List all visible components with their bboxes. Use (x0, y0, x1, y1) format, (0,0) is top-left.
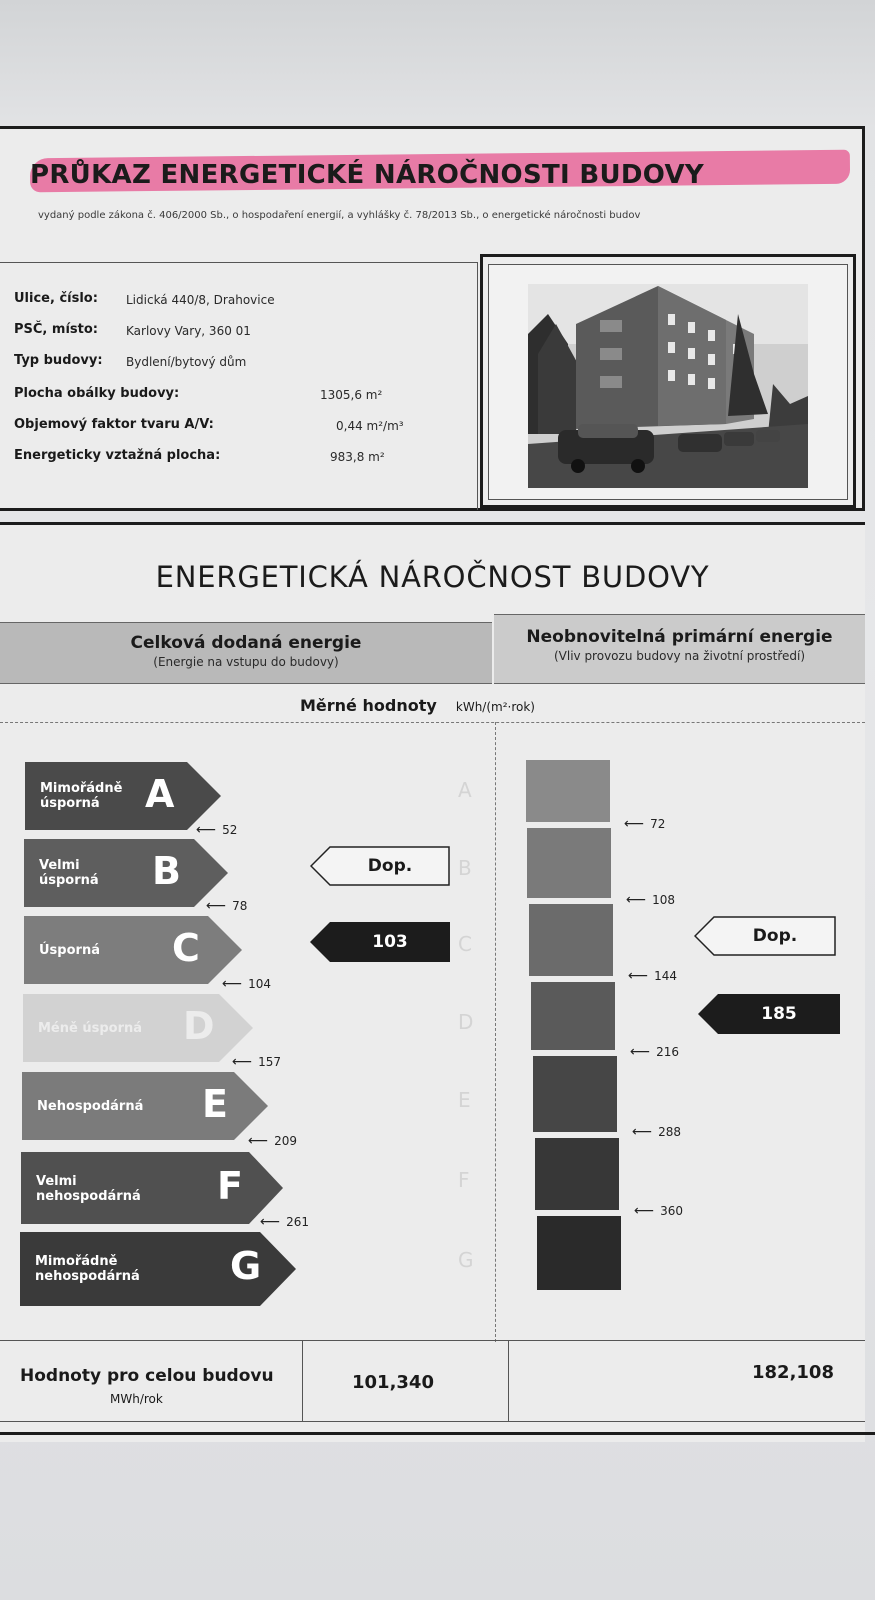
document-title: PRŮKAZ ENERGETICKÉ NÁROČNOSTI BUDOVY (30, 160, 705, 190)
zip-value: Karlovy Vary, 360 01 (126, 324, 251, 338)
ghost-letter-d: D (458, 1010, 474, 1034)
class-g-letter: G (230, 1244, 262, 1288)
class-g-arrow (20, 1232, 296, 1300)
class-f-name: Velmi nehospodárná (36, 1174, 141, 1204)
delivered-reference-label: Dop. (367, 856, 413, 876)
energy-section-title: ENERGETICKÁ NÁROČNOST BUDOVY (155, 560, 710, 594)
ghost-letter-a: A (458, 778, 472, 802)
document-subtitle: vydaný podle zákona č. 406/2000 Sb., o hospodaření energií, a vyhlášky č. 78/2013 Sb., o energetické náročnosti budov (38, 210, 641, 221)
class-a-name: Mimořádně úsporná (40, 781, 123, 811)
class-a-letter: A (145, 772, 175, 816)
zip-label: PSČ, místo: (14, 322, 98, 337)
left-arrow-icon: ⟵ (634, 1203, 655, 1219)
shape-factor-value: 0,44 m²/m³ (336, 419, 404, 433)
class-f-letter: F (217, 1164, 243, 1208)
primary-threshold-cd: ⟵ 144 (628, 968, 677, 984)
class-d-arrow (23, 994, 253, 1062)
left-arrow-icon: ⟵ (632, 1124, 653, 1140)
primary-bar-f (535, 1138, 619, 1210)
left-arrow-icon: ⟵ (232, 1054, 253, 1070)
left-arrow-icon: ⟵ (196, 822, 217, 838)
primary-bar-g (537, 1216, 621, 1290)
shape-factor-label: Objemový faktor tvaru A/V: (14, 417, 214, 432)
primary-value: 185 (761, 1004, 797, 1024)
street-value: Lidická 440/8, Drahovice (126, 293, 275, 307)
class-c-name: Úsporná (39, 943, 100, 958)
delivered-energy-heading: Celková dodaná energie (130, 633, 362, 653)
building-info (0, 262, 478, 510)
delivered-value: 103 (372, 932, 408, 952)
class-b-letter: B (152, 849, 181, 893)
delivered-threshold-ab: ⟵ 52 (196, 822, 238, 838)
building-type-label: Typ budovy: (14, 353, 103, 368)
left-arrow-icon: ⟵ (624, 816, 645, 832)
street-label: Ulice, číslo: (14, 291, 98, 306)
ghost-letter-c: C (458, 932, 472, 956)
totals-separator (508, 1340, 509, 1422)
primary-bar-e (533, 1056, 617, 1132)
delivered-energy-header (0, 622, 492, 684)
class-c-letter: C (172, 926, 200, 970)
delivered-threshold-bc: ⟵ 78 (206, 898, 248, 914)
class-b-arrow (24, 839, 228, 907)
class-d-letter: D (183, 1004, 215, 1048)
delivered-threshold-fg: ⟵ 261 (260, 1214, 309, 1230)
dashed-divider-vertical (495, 722, 496, 1342)
primary-reference-marker (694, 916, 836, 956)
primary-threshold-fg: ⟵ 360 (634, 1203, 683, 1219)
left-arrow-icon: ⟵ (626, 892, 647, 908)
unit-label: Měrné hodnoty (300, 696, 437, 715)
primary-bar-d (531, 982, 615, 1050)
reference-area-label: Energeticky vztažná plocha: (14, 448, 221, 463)
primary-bar-b (527, 828, 611, 898)
class-a-arrow (25, 762, 221, 830)
primary-bar-c (529, 904, 613, 976)
unit-row (300, 696, 720, 715)
envelope-area-label: Plocha obálky budovy: (14, 386, 180, 401)
class-e-name: Nehospodárná (37, 1099, 144, 1114)
class-e-letter: E (202, 1082, 228, 1126)
primary-energy-heading: Neobnovitelná primární energie (526, 627, 833, 647)
primary-threshold-ef: ⟵ 288 (632, 1124, 681, 1140)
envelope-area-value: 1305,6 m² (320, 388, 383, 402)
delivered-threshold-ef: ⟵ 209 (248, 1133, 297, 1149)
ghost-letter-g: G (458, 1248, 474, 1272)
left-arrow-icon: ⟵ (248, 1133, 269, 1149)
delivered-value-marker (310, 922, 450, 962)
class-e-arrow (22, 1072, 268, 1140)
left-arrow-icon: ⟵ (260, 1214, 281, 1230)
primary-energy-header (494, 614, 865, 684)
class-f-arrow (21, 1152, 283, 1220)
dashed-divider-horizontal (0, 722, 865, 723)
building-photo (528, 284, 808, 488)
class-c-arrow (24, 916, 242, 984)
primary-bar-a (526, 760, 610, 822)
class-b-name: Velmi úsporná (39, 858, 99, 888)
left-arrow-icon: ⟵ (206, 898, 227, 914)
left-arrow-icon: ⟵ (630, 1044, 651, 1060)
delivered-energy-subheading: (Energie na vstupu do budovy) (153, 655, 339, 669)
primary-reference-label: Dop. (752, 926, 798, 946)
primary-threshold-de: ⟵ 216 (630, 1044, 679, 1060)
building-type-value: Bydlení/bytový dům (126, 355, 247, 369)
left-arrow-icon: ⟵ (628, 968, 649, 984)
delivered-threshold-de: ⟵ 157 (232, 1054, 281, 1070)
totals-separator (302, 1340, 303, 1422)
primary-threshold-bc: ⟵ 108 (626, 892, 675, 908)
primary-energy-subheading: (Vliv provozu budovy na životní prostředí) (553, 649, 806, 663)
delivered-reference-marker (310, 846, 450, 886)
primary-threshold-ab: ⟵ 72 (624, 816, 666, 832)
primary-value-marker (698, 994, 840, 1034)
unit-value: kWh/(m²·rok) (455, 700, 535, 714)
ghost-letter-b: B (458, 856, 472, 880)
total-delivered-energy: 101,340 (352, 1372, 434, 1393)
totals-unit: MWh/rok (110, 1392, 163, 1406)
left-arrow-icon: ⟵ (222, 976, 243, 992)
ghost-letter-e: E (458, 1088, 471, 1112)
total-primary-energy: 182,108 (752, 1362, 834, 1383)
delivered-threshold-cd: ⟵ 104 (222, 976, 271, 992)
totals-label: Hodnoty pro celou budovu (20, 1366, 274, 1386)
reference-area-value: 983,8 m² (330, 450, 385, 464)
ghost-letter-f: F (458, 1168, 470, 1192)
class-g-name: Mimořádně nehospodárná (35, 1254, 140, 1284)
bottom-rule (0, 1432, 875, 1435)
class-d-name: Méně úsporná (38, 1021, 143, 1036)
